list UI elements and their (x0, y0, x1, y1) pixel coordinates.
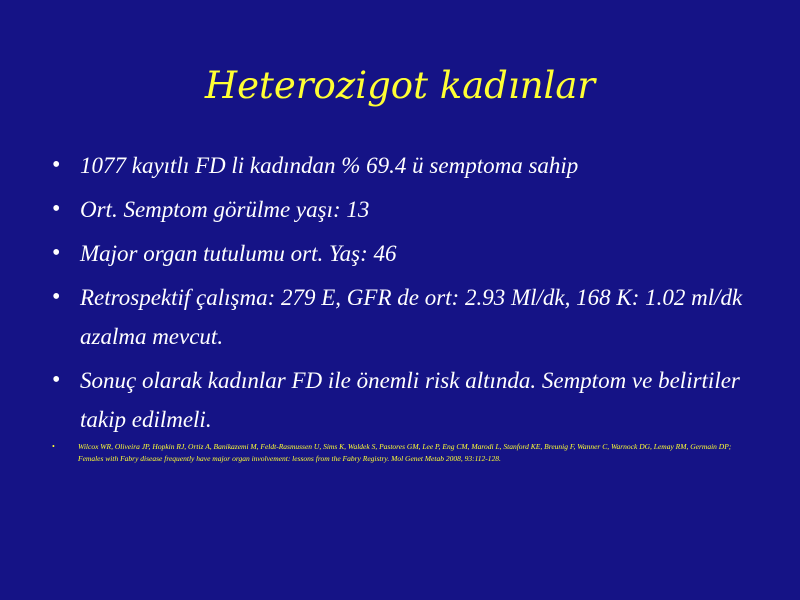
reference-item (52, 441, 758, 465)
bullet-text: Major organ tutulumu ort. Yaş: 46 (80, 241, 397, 266)
bullet-item (52, 278, 772, 356)
bullet-item (52, 146, 772, 185)
bullet-dot-icon: • (52, 367, 61, 393)
bullet-dot-icon: • (52, 284, 61, 310)
bullet-item (52, 190, 772, 229)
bullet-item (52, 234, 772, 273)
bullet-dot-icon: • (52, 240, 61, 266)
bullet-dot-icon: • (52, 152, 61, 178)
slide-title: Heterozigot kadınlar (204, 64, 596, 107)
bullet-list (52, 146, 772, 470)
bullet-text: Ort. Semptom görülme yaşı: 13 (80, 197, 370, 222)
bullet-text: 1077 kayıtlı FD li kadından % 69.4 ü semptoma sahip (80, 153, 579, 178)
reference-text: Wilcox WR, Oliveira JP, Hopkin RJ, Ortiz A, Banikazemi M, Feldt-Rasmussen U, Sims K, Waldek S, Pastores GM, Lee P, Eng CM, Marodi L, Stanford KE, Breunig F, Wanner C, Warnock DG, Lemay RM, Germain DP; Females with Fabry disease frequently have major organ involvement: lessons from the Fabry Registry. Mol Genet Metab 2008, 93:112-128. (78, 442, 732, 463)
bullet-text: Sonuç olarak kadınlar FD ile önemli risk altında. Semptom ve belirtiler takip edilmeli. (80, 368, 740, 432)
bullet-dot-icon: • (52, 196, 61, 222)
bullet-item (52, 361, 772, 439)
bullet-text: Retrospektif çalışma: 279 E, GFR de ort: 2.93 Ml/dk, 168 K: 1.02 ml/dk azalma mevcut. (80, 285, 743, 349)
bullet-dot-icon: • (52, 442, 55, 451)
